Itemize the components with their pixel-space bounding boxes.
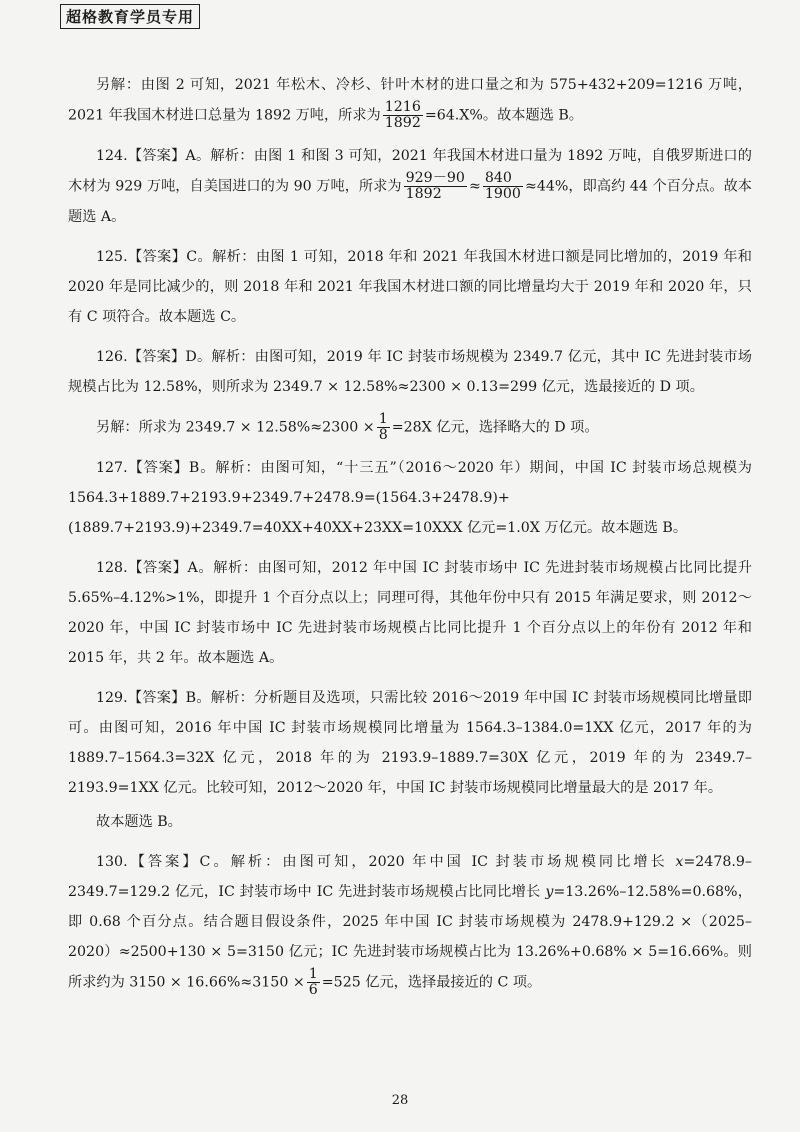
paragraph-124 [68,141,752,232]
text-run: 另解：由图 2 可知，2021 年松木、冷杉、针叶木材的进口量之和为 575+432+209=1216 万吨，2021 年我国木材进口总量为 1892 万吨，所求为 [68,77,752,124]
fraction [404,171,467,202]
text-run: =28X 亿元，选择略大的 D 项。 [391,419,599,436]
fraction [377,412,390,443]
page-number: 28 [391,1093,409,1108]
variable: x [675,854,684,870]
text-run: 另解：所求为 2349.7 × 12.58%≈2300 × [96,419,375,436]
paragraph-125 [68,242,752,332]
fraction [307,967,320,998]
fraction-denominator: 1892 [384,115,421,131]
fraction [483,171,523,202]
text-run: 130.【答案】C。解析：由图可知，2020 年中国 IC 封装市场规模同比增长 [96,854,676,870]
fraction-denominator: 1892 [405,186,442,202]
paragraph-130 [68,847,752,998]
paragraph-129 [68,683,752,803]
text-run: 128.【答案】A。解析：由图可知，2012 年中国 IC 封装市场中 IC 先进封装市场规模占比同比提升 5.65%–4.12%>1%，即提升 1 个百分点以上；同理可得，其他年份中只有 2015 年满足要求，则 2012～2020 年，中国 IC 封装市场中 IC 先进封装市场规模占比同比提升 1 个百分点以上的年份有 2012 年和 2015 年，共 2 年。故本题选 A。 [68,560,752,666]
text-run: ≈ [468,178,481,195]
text-run: 故本题选 B。 [96,814,182,830]
fraction-numerator: 1 [308,966,318,982]
text-run: 124.【答案】A。解析：由图 1 和图 3 可知，2021 年我国木材进口量为 1892 万吨，自俄罗斯进口的木材为 929 万吨，自美国进口的为 90 万吨，所求为 [68,148,752,195]
paragraph-128 [68,553,752,673]
text-run: 126.【答案】D。解析：由图可知，2019 年 IC 封装市场规模为 2349.7 亿元，其中 IC 先进封装市场规模占比为 12.58%，则所求为 2349.7 × 12.58%≈2300 × 0.13=299 亿元，选最接近的 D 项。 [68,349,752,395]
paragraph-126 [68,342,752,402]
text-run: ≈44%，即高约 44 个百分点。故本题选 A。 [68,178,752,225]
text-run: =525 亿元，选择最接近的 C 项。 [321,974,542,991]
fraction-numerator: 840 [483,171,523,187]
variable: y [545,884,554,900]
answer-explanations [68,70,752,1008]
text-run: 127.【答案】B。解析：由图可知，“十三五”（2016～2020 年）期间，中国 IC 封装市场总规模为 1564.3+1889.7+2193.9+2349.7+2478.9=(1564.3+2478.9)+(1889.7+2193.9)+2349.7=40XX+40XX+23XX=10XXX 亿元=1.0X 万亿元。故本题选 B。 [68,460,752,536]
fraction-numerator: 1 [378,411,388,427]
paragraph-alt-126 [68,412,752,443]
text-run: =13.26%–12.58%=0.68%，即 0.68 个百分点。结合题目假设条件，2025 年中国 IC 封装市场规模为 2478.9+129.2 ×（2025–2020）≈2500+130 × 5=3150 亿元；IC 先进封装市场规模占比为 13.26%+0.68% × 5=16.66%。则所求约为 3150 × 16.66%≈3150 × [68,884,752,991]
text-run: =2478.9–2349.7=129.2 亿元，IC 封装市场中 IC 先进封装市场规模占比同比增长 [68,854,752,900]
text-run: 125.【答案】C。解析：由图 1 可知，2018 年和 2021 年我国木材进口额是同比增加的，2019 年和 2020 年是同比减少的，则 2018 年和 2021 年我国木材进口额的同比增量均大于 2019 年和 2020 年，只有 C 项符合。故本题选 C。 [68,249,752,325]
paragraph-alt-123 [68,70,752,131]
text-run: 129.【答案】B。解析：分析题目及选项，只需比较 2016～2019 年中国 IC 封装市场规模同比增量即可。由图可知，2016 年中国 IC 封装市场规模同比增量为 1564.3–1384.0=1XX 亿元，2017 年的为 1889.7–1564.3=32X 亿元，2018 年的为 2193.9–1889.7=30X 亿元，2019 年的为 2349.7–2193.9=1XX 亿元。比较可知，2012～2020 年，中国 IC 封装市场规模同比增量最大的是 2017 年。 [68,690,752,796]
header-label: 超格教育学员专用 [60,4,200,29]
paragraph-129-conclusion [68,807,752,837]
fraction-denominator: 8 [378,427,388,443]
text-run: =64.X%。故本题选 B。 [424,107,583,124]
fraction-numerator: 1216 [384,99,421,115]
fraction-numerator: 929－90 [405,170,465,186]
fraction [383,100,423,131]
fraction-denominator: 6 [308,982,318,998]
fraction-denominator: 1900 [484,186,521,202]
paragraph-127 [68,453,752,543]
